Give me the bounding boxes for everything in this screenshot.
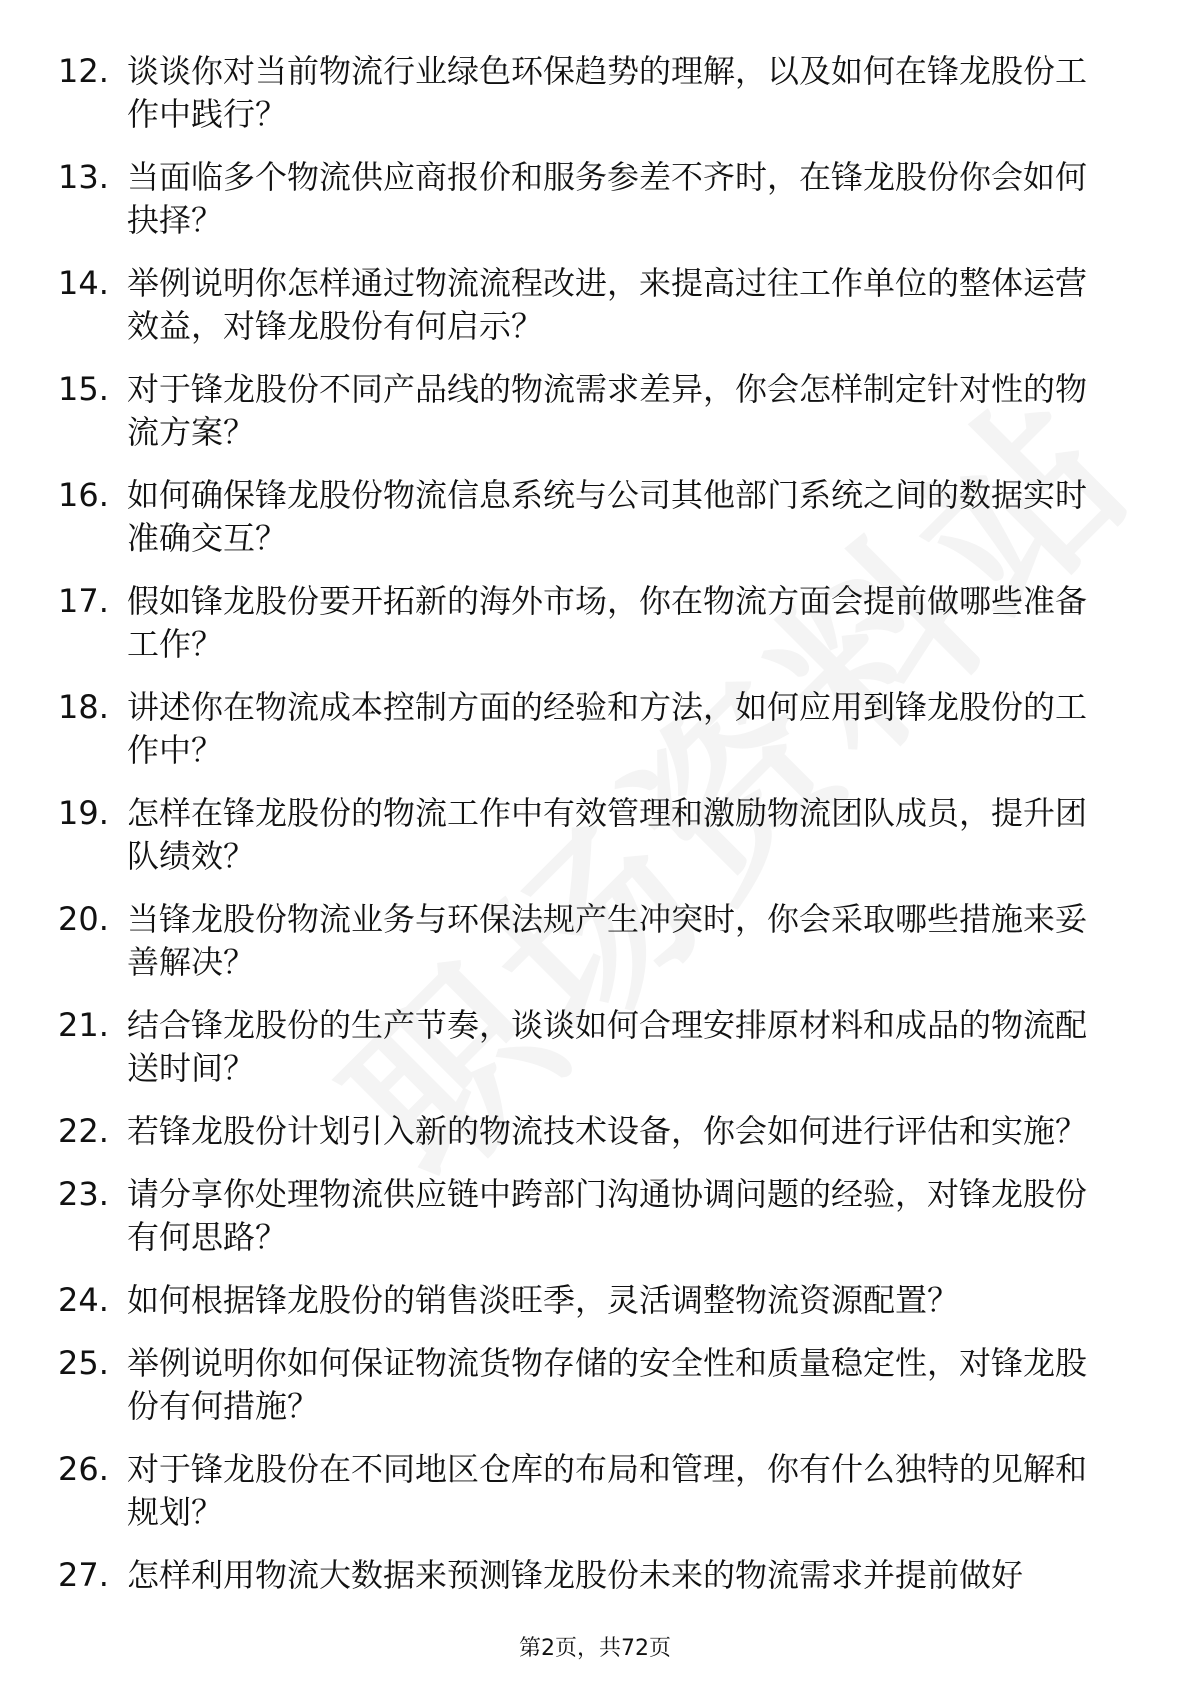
question-text: 如何确保锋龙股份物流信息系统与公司其他部门系统之间的数据实时准确交互？ xyxy=(127,476,1088,557)
question-number: 14. xyxy=(58,264,109,302)
question-text: 怎样在锋龙股份的物流工作中有效管理和激励物流团队成员，提升团队绩效？ xyxy=(127,794,1088,875)
question-number: 18. xyxy=(58,688,109,726)
question-text: 举例说明你怎样通过物流流程改进，来提高过往工作单位的整体运营效益，对锋龙股份有何启示？ xyxy=(127,264,1088,345)
question-text: 假如锋龙股份要开拓新的海外市场，你在物流方面会提前做哪些准备工作？ xyxy=(127,582,1088,663)
list-item xyxy=(0,1110,1190,1153)
list-item xyxy=(0,580,1190,666)
question-text: 讲述你在物流成本控制方面的经验和方法，如何应用到锋龙股份的工作中？ xyxy=(127,688,1088,769)
question-number: 26. xyxy=(58,1450,109,1488)
question-text: 举例说明你如何保证物流货物存储的安全性和质量稳定性，对锋龙股份有何措施？ xyxy=(127,1344,1088,1425)
list-item xyxy=(0,1004,1190,1090)
question-list xyxy=(0,50,1190,1617)
list-item xyxy=(0,898,1190,984)
question-text: 谈谈你对当前物流行业绿色环保趋势的理解，以及如何在锋龙股份工作中践行？ xyxy=(127,52,1088,133)
list-item xyxy=(0,156,1190,242)
question-text: 请分享你处理物流供应链中跨部门沟通协调问题的经验，对锋龙股份有何思路？ xyxy=(127,1175,1088,1256)
question-number: 22. xyxy=(58,1112,109,1150)
question-text: 怎样利用物流大数据来预测锋龙股份未来的物流需求并提前做好 xyxy=(127,1556,1024,1594)
question-text: 对于锋龙股份在不同地区仓库的布局和管理，你有什么独特的见解和规划？ xyxy=(127,1450,1088,1531)
question-text: 结合锋龙股份的生产节奏，谈谈如何合理安排原材料和成品的物流配送时间？ xyxy=(127,1006,1088,1087)
question-number: 15. xyxy=(58,370,109,408)
list-item xyxy=(0,368,1190,454)
question-text: 当锋龙股份物流业务与环保法规产生冲突时，你会采取哪些措施来妥善解决？ xyxy=(127,900,1088,981)
question-number: 16. xyxy=(58,476,109,514)
question-text: 若锋龙股份计划引入新的物流技术设备，你会如何进行评估和实施？ xyxy=(127,1112,1088,1150)
question-number: 25. xyxy=(58,1344,109,1382)
question-number: 23. xyxy=(58,1175,109,1213)
question-number: 27. xyxy=(58,1556,109,1594)
question-number: 13. xyxy=(58,158,109,196)
list-item xyxy=(0,1448,1190,1534)
list-item xyxy=(0,474,1190,560)
list-item xyxy=(0,792,1190,878)
list-item xyxy=(0,1279,1190,1322)
question-number: 19. xyxy=(58,794,109,832)
list-item xyxy=(0,1554,1190,1597)
list-item xyxy=(0,1342,1190,1428)
list-item xyxy=(0,686,1190,772)
list-item xyxy=(0,1173,1190,1259)
list-item xyxy=(0,262,1190,348)
question-number: 24. xyxy=(58,1281,109,1319)
page-footer: 第2页，共72页 xyxy=(519,1636,671,1661)
question-text: 当面临多个物流供应商报价和服务参差不齐时，在锋龙股份你会如何抉择？ xyxy=(127,158,1088,239)
question-number: 21. xyxy=(58,1006,109,1044)
question-number: 12. xyxy=(58,52,109,90)
question-number: 20. xyxy=(58,900,109,938)
question-text: 对于锋龙股份不同产品线的物流需求差异，你会怎样制定针对性的物流方案？ xyxy=(127,370,1088,451)
list-item xyxy=(0,50,1190,136)
question-text: 如何根据锋龙股份的销售淡旺季，灵活调整物流资源配置？ xyxy=(127,1281,960,1319)
question-number: 17. xyxy=(58,582,109,620)
